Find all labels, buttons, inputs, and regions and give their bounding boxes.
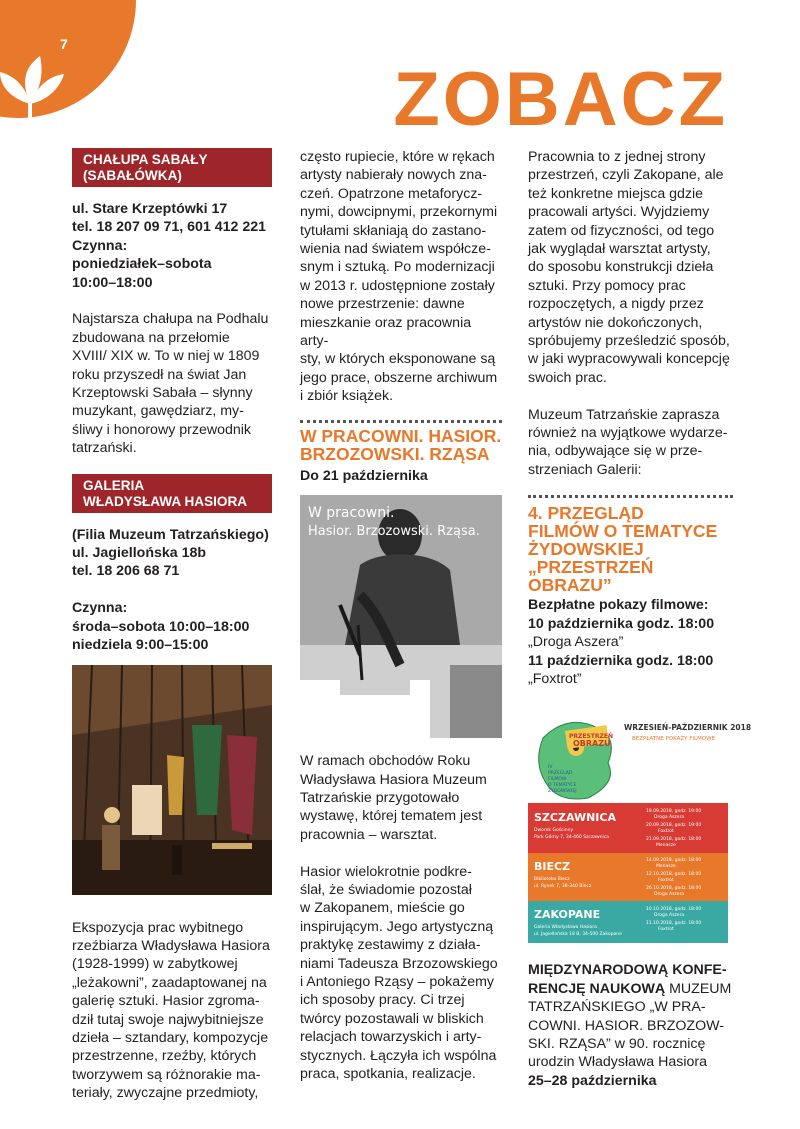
- svg-text:Droga Aszera: Droga Aszera: [654, 892, 685, 898]
- svg-text:12.10.2018, godz. 18:00: 12.10.2018, godz. 18:00: [646, 872, 702, 878]
- galeria-info: (Filia Muzeum Tatrzańskiego) ul. Jagiellońska 18b tel. 18 206 68 71: [72, 526, 269, 580]
- chalupa-info: ul. Stare Krzeptówki 17 tel. 18 207 09 71, 601 412 221 Czynna: poniedziałek–sobota 10:00–18:00: [72, 201, 267, 291]
- svg-text:Foxtrot: Foxtrot: [658, 829, 674, 835]
- gallery-interior-photo: [72, 665, 272, 895]
- poster-title-line-1: W pracowni.: [308, 505, 395, 522]
- section-heading-galeria: GALERIA WŁADYSŁAWA HASIORA: [72, 474, 272, 513]
- svg-text:WRZESIEŃ-PAŹDZIERNIK 2018: WRZESIEŃ-PAŹDZIERNIK 2018: [624, 723, 752, 733]
- exhibition-date: Do 21 października: [300, 467, 428, 484]
- svg-text:19.09.2018, godz. 19:00: 19.09.2018, godz. 19:00: [646, 809, 702, 815]
- svg-text:Dworek Gościnny: Dworek Gościnny: [534, 828, 574, 834]
- pracownia-text-2: W ramach obchodów Roku Władysława Hasiora Muzeum Tatrzańskie przygotowało wystawę, której tematem jest pracownia – warsztat.: [300, 753, 487, 843]
- pracownia-text-3: Hasior wielokrotnie podkre- ślał, że świadomie pozostał w Zakopanem, mieście go inspirującym. Jego artystyczną praktykę zestawimy z działa- niami Tadeusza Brzozowskiego i Antoniego Rząsy – pokażemy ich sposoby pracy. Ci trzej twórcy pozostawali w bliskich relacjach towarzyskich i arty- stycznych. Łączyła ich wspólna praca, spotkania, realizacje.: [300, 863, 498, 1082]
- svg-text:10.10.2018, godz. 18:00: 10.10.2018, godz. 18:00: [646, 907, 702, 913]
- svg-text:Droga Aszera: Droga Aszera: [654, 815, 685, 821]
- film-festival-poster: [528, 708, 752, 943]
- svg-text:OBRAZU: OBRAZU: [573, 739, 611, 749]
- svg-text:Droga Aszera: Droga Aszera: [654, 913, 685, 919]
- svg-text:Foxtrot: Foxtrot: [658, 927, 674, 933]
- exhibition-heading: W PRACOWNI. HASIOR. BRZOZOWSKI. RZĄSA: [300, 425, 502, 464]
- film-festival-heading: 4. PRZEGLĄD FILMÓW O TEMATYCE ŻYDOWSKIEJ „PRZESTRZEŃ OBRAZU”: [528, 503, 718, 596]
- events-intro: Muzeum Tatrzańskie zaprasza również na wyjątkowe wydarze- nia, odbywające się w prze- strzeniach Galerii:: [528, 406, 728, 478]
- page-number: 7: [60, 36, 68, 52]
- svg-text:PRZEGLĄD: PRZEGLĄD: [548, 771, 573, 777]
- column-2: [300, 148, 502, 1083]
- svg-text:26.10.2018, godz. 18:00: 26.10.2018, godz. 18:00: [646, 886, 702, 892]
- page-title: ZOBACZ: [393, 57, 728, 142]
- pracownia-text-4: Pracownia to z jednej strony przestrzeń, czyli Zakopane, ale też konkretne miejsca gdzie pracowali artyści. Wyjdziemy zatem od fizyczności, od tego jak wyglądał warsztat artysty, do sposobu konstrukcji dzieła sztuki. Przy pomocy prac rozpoczętych, a nigdy przez artystów nie dokończonych, spróbujemy prześledzić sposób, w jaki wypracowywali koncepcję swoich prac.: [528, 149, 730, 386]
- svg-text:ŻYDOWSKIEJ: ŻYDOWSKIEJ: [548, 789, 577, 795]
- svg-text:Galeria Władysława Hasiora: Galeria Władysława Hasiora: [534, 925, 597, 931]
- svg-text:Park Górny 7, 34-460 Szczawnic: Park Górny 7, 34-460 Szczawnica: [534, 835, 610, 841]
- dotted-divider: [528, 495, 733, 498]
- svg-text:IV: IV: [548, 765, 553, 771]
- dotted-divider: [300, 420, 502, 423]
- svg-text:SZCZAWNICA: SZCZAWNICA: [534, 811, 616, 825]
- svg-text:ZAKOPANE: ZAKOPANE: [534, 908, 601, 922]
- svg-text:Menasze: Menasze: [656, 864, 676, 870]
- screenings-list: Bezpłatne pokazy filmowe: 10 października godz. 18:00 „Droga Aszera” 11 października godz. 18:00 „Foxtrot”: [528, 597, 715, 687]
- svg-text:Biblioteka Biecz: Biblioteka Biecz: [534, 877, 570, 883]
- svg-text:20.09.2018, godz. 19:00: 20.09.2018, godz. 19:00: [646, 823, 702, 829]
- column-3: [528, 148, 752, 1090]
- svg-text:14.09.2018, godz. 18:00: 14.09.2018, godz. 18:00: [646, 858, 702, 864]
- svg-text:Menasze: Menasze: [656, 843, 676, 849]
- poster-title-line-2: Hasior. Brzozowski. Rząsa.: [308, 524, 480, 540]
- svg-text:PRZESTRZEŃ: PRZESTRZEŃ: [569, 733, 613, 741]
- svg-text:ul. Jagiellońska 18 B, 34-500: ul. Jagiellońska 18 B, 34-500 Zakopane: [534, 932, 622, 938]
- galeria-description: Ekspozycja prac wybitnego rzeźbiarza Władysława Hasiora (1928-1999) w zabytkowej „leżakowni”, zaadaptowanej na galerię sztuki. Hasior zgroma- dził tutaj swoje najwybitniejsze dzieła – sztandary, kompozycje przestrzenne, rzeźby, których tworzywem są różnorakie ma- teriały, zwyczajne przedmioty,: [72, 919, 270, 1102]
- svg-text:FILMÓW: FILMÓW: [548, 777, 567, 783]
- svg-text:O TEMATYCE: O TEMATYCE: [548, 783, 577, 789]
- galeria-hours: Czynna: środa–sobota 10:00–18:00 niedziela 9:00–15:00: [72, 600, 250, 654]
- pracownia-text-1: często rupiecie, które w rękach artysty nabierały nowych zna- czeń. Opatrzone metaforycz- nymi, dowcipnymi, przekornymi tytułami skłaniają do zastano- wienia nad światem współcze- snym i sztuką. Po modernizacji w 2013 r. udostępnione zostały nowe przestrzenie: dawne mieszkanie oraz pracownia arty- sty, w których eksponowane są jego prace, obszerne archiwum i zbiór książek.: [300, 149, 498, 405]
- svg-text:21.09.2018, godz. 18:00: 21.09.2018, godz. 18:00: [646, 837, 702, 843]
- svg-text:11.10.2018, godz. 18:00: 11.10.2018, godz. 18:00: [646, 921, 702, 927]
- corner-leaf-logo: [0, 0, 130, 130]
- chalupa-description: Najstarsza chałupa na Podhalu zbudowana na przełomie XVIII/ XIX w. To w niej w 1809 roku przyszedł na świat Jan Krzeptowski Sabała – słynny muzykant, gawędziarz, my- śliwy i honorowy przewodnik tatrzański.: [72, 311, 269, 457]
- column-1: [72, 148, 272, 1103]
- svg-text:Foxtrot: Foxtrot: [658, 878, 674, 884]
- svg-text:BEZPŁATNE POKAZY FILMOWE: BEZPŁATNE POKAZY FILMOWE: [632, 736, 716, 743]
- section-heading-chalupa: CHAŁUPA SABAŁY (SABAŁÓWKA): [72, 148, 272, 187]
- svg-text:BIECZ: BIECZ: [534, 860, 571, 874]
- conference-text: MIĘDZYNARODOWĄ KONFE- RENCJĘ NAUKOWĄ MUZEUM TATRZAŃSKIEGO „W PRA- COWNI. HASIOR. BRZOZOW- SKI. RZĄSA” w 90. rocznicę urodzin Władysława Hasiora 25–28 października: [528, 962, 732, 1089]
- svg-text:ul. Rynek 7, 38-340 Biecz: ul. Rynek 7, 38-340 Biecz: [534, 884, 592, 890]
- exhibition-poster: [300, 495, 502, 738]
